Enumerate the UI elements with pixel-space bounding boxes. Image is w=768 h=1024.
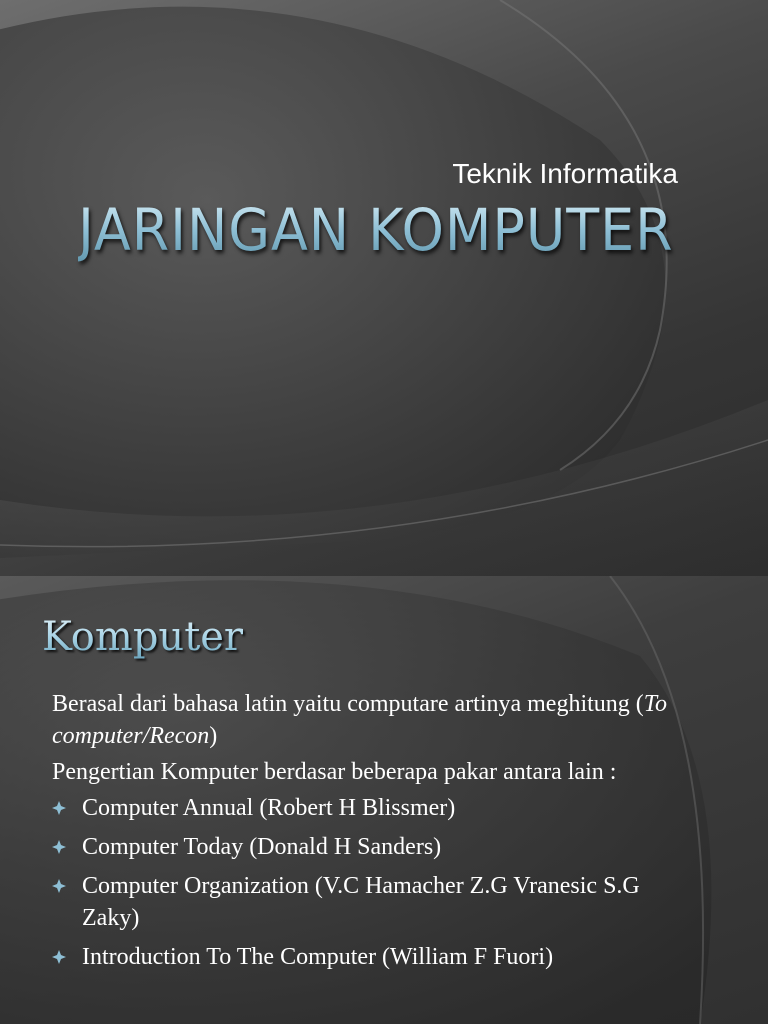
slide-body xyxy=(52,688,692,980)
list-item xyxy=(52,870,692,934)
diamond-bullet-icon xyxy=(52,801,66,815)
definition-paragraph: Pengertian Komputer berdasar beberapa pakar antara lain : xyxy=(52,759,617,785)
content-slide xyxy=(0,576,768,1024)
slide-main-title: JARINGAN KOMPUTER xyxy=(78,196,674,264)
intro-text-end: ) xyxy=(209,723,218,749)
diamond-bullet-icon xyxy=(52,879,66,893)
list-item-text: Introduction To The Computer (William F Fuori) xyxy=(82,944,554,970)
intro-text: Berasal dari bahasa latin yaitu computare artinya meghitung ( xyxy=(52,691,644,717)
diamond-bullet-icon xyxy=(52,840,66,854)
slide-subtitle: Teknik Informatika xyxy=(452,158,678,189)
list-item xyxy=(52,941,692,973)
list-item xyxy=(52,831,692,863)
diamond-bullet-icon xyxy=(52,950,66,964)
intro-paragraph xyxy=(52,688,692,752)
list-item xyxy=(52,792,692,824)
reference-list xyxy=(52,792,692,973)
list-item-text: Computer Organization (V.C Hamacher Z.G Vranesic S.G Zaky) xyxy=(82,873,640,931)
intro-italic-term: To computer/Recon xyxy=(52,691,667,749)
list-item-text: Computer Annual (Robert H Blissmer) xyxy=(82,795,456,821)
list-item-text: Computer Today (Donald H Sanders) xyxy=(82,834,442,860)
slide-title: Komputer xyxy=(42,614,244,660)
